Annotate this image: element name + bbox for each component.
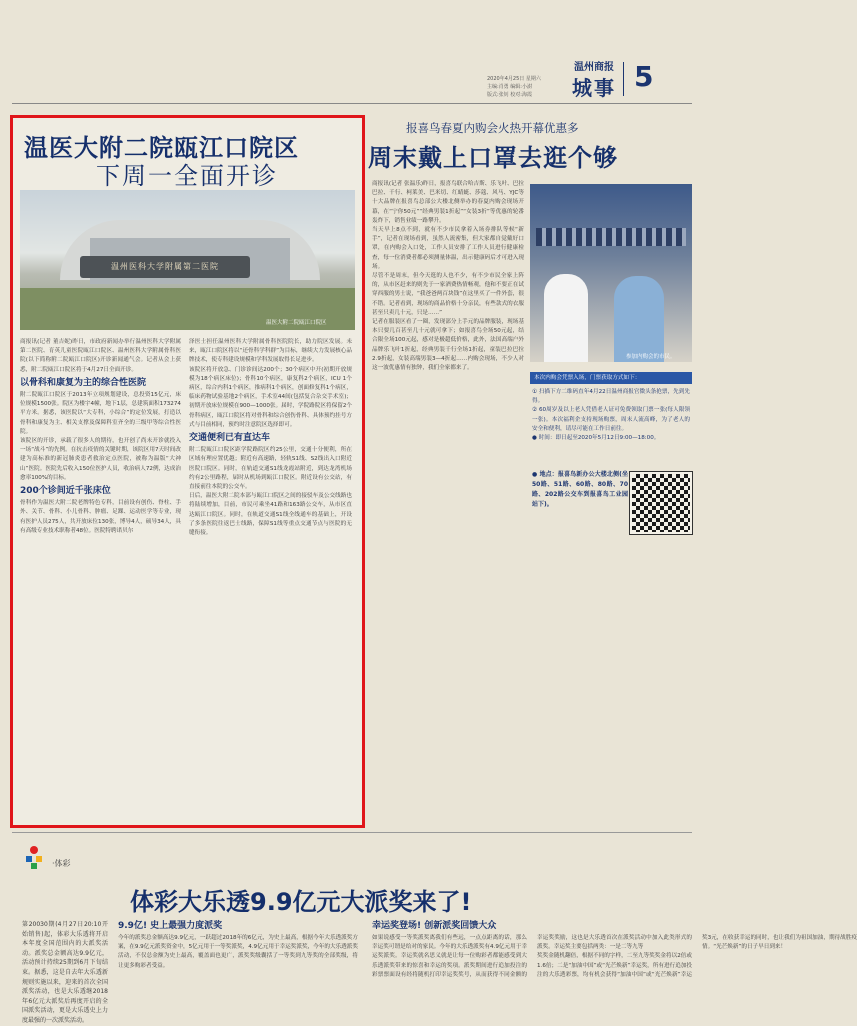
- shopper-woman: [614, 276, 664, 362]
- article1-heading-3: 交通便利已有直达车: [189, 433, 271, 444]
- promo-item-2: ② 60周岁及以上老人凭借老人证可免费领取门票一张(每人限领一张)。本次福利企支持现场购票，周末人流高峰，为了老人的安全和便利，请尽可能在工作日前往。: [532, 407, 690, 432]
- brand-name: 温州商报: [574, 62, 614, 73]
- building-sign-text: 温州医科大学附属第二医院: [111, 262, 219, 271]
- article1-para-7: 日后，温医大附二院本部与瓯江口院区之间的接驳车及公交线路也将陆续增加，目前，市民可乘坐41路和163路公交车，从市区直达瓯江口院区。同时，在轨道交通S1线全线通车的基础上，开设了多条医院往返巴士线路，保障S1线等重点交通节点与医院的无缝衔接。: [189, 493, 352, 537]
- lottery-heading-3: 幸运奖登场! 创新派奖回馈大众: [372, 921, 497, 931]
- lottery-heading-1: 9.9亿! 史上最强力度派奖: [118, 921, 223, 931]
- article1-para-3: 骨科作为温医大附二院老牌特色专科，目前设有创伤、脊柱、手外、关节、骨科、小儿骨科、肿瘤、足踝、运动医学等专业，现有医护人员275人，共开放床位130张，博导4人，硕导34人，具有高级专业技术职称者48位。医院特聘诺贝尔: [20, 500, 181, 534]
- article1-col1: [20, 338, 181, 818]
- lottery-para-3b: 奖奖金随机翻倍，根据不同的字样，二至九等奖奖金将以2倍或1.6倍；二是“加油中国”或“光芒焕新”幸运奖，所有进行追加投注的大乐透彩票，均有机会获得“加油中国”或“光芒焕新”幸运奖3元，在收获幸运的同时，也让我们为祖国加油，期待战胜疫情。“光芒焕新”的日子早日到来！: [537, 935, 857, 978]
- photo-caption: 温医大附二院瓯江口院区: [266, 320, 327, 326]
- qr-code-icon[interactable]: [630, 472, 692, 534]
- article2-lead: 商报讯(记者 张温乐)昨日，报喜鸟联合哈吉斯、乐飞叶、巴拉巴拉、千行、柯莱美、巴米切、红蜻蜓、莎蔻、风马、YJC等十大品牌在报喜鸟总部公大楼北侧举办的春夏内购会现场开幕，在“宁你50元”“经典男装1折起”“女装3折”等优惠的轮番轰炸下，销售业绩一路攀升。: [372, 181, 524, 224]
- article1-para-2: 该院区的开诊，承载了很多人的期待，也开创了尚未开诊就投入一场“战斗”的先例。在抗击疫情的关键时期，该院区用7天时间改建为高标准的新冠肺炎患者救治定点医院，被称为温版“大神山”医院。医院先后收入150位医护人员，收治病人72例，达成治愈率100%的目标。: [20, 438, 181, 481]
- article1-heading-2: 200个诊间近千张床位: [20, 486, 111, 497]
- article1-col2: [189, 338, 352, 818]
- article1-para-5: 该院区将开放急、门诊诊间达200个；30个病区中开(初期开放规模为18个病区床位)；骨科10个病区，康复科2个病区，ICU 1个病区，综合内科1个病区，推病科1个病区，创面修复科1个病区，临床药物试验基地2个病区，手术室44间(包括复合杂交手术室)；初期开放床位规模在900—1000张。届时，学院路院区将保留2个骨科病区，瓯江口院区将对骨科和综合创伤骨科、具体预约挂号方式与目前相同，预约时注意院区选择即可。: [189, 366, 352, 428]
- lottery-para-3: [372, 934, 857, 998]
- article2-title: 周末戴上口罩去逛个够: [368, 144, 618, 172]
- lottery-logo-icon: [20, 842, 48, 870]
- article1-para-1: 附二院瓯江口院区于2013年立项规划建设，总投资15亿元，床位规模1500张。院区为楼宇4幢，地下1层，总建筑面积173274平方米。据悉，该医院以“大专科，小综合”的定位发展，打造以骨科和康复为主、相关支撑及保障科室齐全的三级甲等综合性医院。: [20, 392, 181, 435]
- article2-para-3: 记者在服装区看了一圈，发现部分上手元的品牌服装，现场基本只要几百甚至几十元就可拿下；如报喜鸟全场50元起，结合限全场100元起，感对是极超低价格，此外，法国高端户外品牌乐飞叶1折起，经典男装千行全场1折起，童装巴拉巴拉2.9折起，女装高端男装3—4折起……内购会现场，不少人对这一波优惠情有独钟，我们全家都来了。: [372, 319, 524, 372]
- lottery-tag: ·体彩: [52, 859, 71, 868]
- shopping-photo: [530, 184, 692, 362]
- photo-caption-2: 参加内购会的市民。: [626, 354, 676, 360]
- proof-line: 版式:张钊 校对:海霞: [487, 92, 532, 98]
- promo-details: [532, 388, 690, 468]
- article2-para-1: 当天早上8点不到，就有不少市民拿着入场券排队等候“新手”，记者在现场看到，虽然人流密集，但大家都自觉戴好口罩，在内购会入口处，工作人员安排了工作人员进行健康检查，每一位消费者都必须测量体温，出示健康码后才可进入现场。: [372, 227, 524, 270]
- promo-banner: [530, 372, 692, 384]
- promo-place: ● 地点：报喜鸟新办公大楼北侧(坐50路、51路、60路、80路、70路、202路公交车到报喜鸟工业园站下)。: [532, 471, 628, 508]
- section-name: 城事: [572, 76, 616, 100]
- header-divider: [623, 62, 624, 96]
- shopper-man: [544, 274, 588, 362]
- article1-subtitle: 下周一全面开诊: [96, 162, 278, 190]
- page-header: [0, 0, 701, 100]
- promo-banner-text: 本次内购会凭票入场，门票获取方式如下：: [534, 375, 641, 381]
- article2-para-2: 尽管不是周末，但今天逛的人也不少，有不少市民全家上阵的，从市区赶来的则先于一家酒费热情畅观，他和不要正在试穿西服的男士说，“我爸爸两百块钱”在这里买了一件外套，很不错。记者看到，现场的商品价格十分亲民，有些款式的衣服甚至只卖几十元，只是……”: [372, 273, 524, 316]
- page-number: 5: [634, 60, 654, 93]
- article1-heading-1: 以骨科和康复为主的综合性医院: [20, 377, 147, 388]
- building-sign: [80, 256, 250, 278]
- header-rule: [12, 103, 692, 104]
- article2-col1: [372, 180, 524, 700]
- lottery-para-1: 今年的派奖总金额高达9.9亿元，一跃超过2018年的6亿元，为史上最高，根据今年大乐透派奖方案，在9.9亿元派奖资金中，5亿元用于一等奖派奖，4.9亿元用于幸运奖派奖，今年的大乐透派奖活动，不仅总金额为史上最高，覆盖面也更广，派奖奖级囊括了一等奖到九等奖的全部奖级，将让更多购彩者受益。: [118, 935, 358, 969]
- hospital-photo: [20, 190, 355, 330]
- lottery-title: 体彩大乐透9.9亿元大派奖来了!: [130, 888, 472, 916]
- section-divider: [12, 832, 692, 833]
- article1-lead: 商报讯(记者 董吉妮)昨日，市政府新闻办举行温州医科大学附属第二医院、育英儿童医院瓯江口院区、温州医科大学附属骨科医院(以下简称附二院瓯江口院区)开诊新闻通气会。记者从会上获悉，附二院瓯江口院区将于4月27日全面开诊。: [20, 339, 181, 373]
- article1-para-4: 泽医士担任温州医科大学附属骨科医院院长，助力院区发展。未来，瓯江口院区将以“还骨科学科群”为目标，继续大力发展核心品牌技术，使专科建设规模和学科发展取得长足进步。: [189, 339, 352, 364]
- editor-line: 主编:肖勇 编辑:小澍: [487, 84, 532, 90]
- promo-time: ● 时间：即日起至2020年5月12日9:00—18:00。: [532, 435, 660, 442]
- article1-title: 温医大附二院瓯江口院区: [24, 134, 299, 162]
- clothing-rack: [536, 228, 686, 246]
- lottery-para-3a: 如果说感受一等奖派奖离我们有些远，一点点距离的话，那么幸运奖可谓是给对的家民。今年的大乐透派奖有4.9亿元用于幸运奖派奖。幸运奖就名思义就是让每一位购彩者都能感受到大乐透派奖带来的惊喜和幸运的奖项。派奖期间进行追加投注的彩票票面设有经将随机打印幸运奖奖号，从而获得不同金额的幸运奖奖励，这也是大乐透首次在派奖活动中加入此类形式的派奖。幸运奖主要包括两类：一是二等九等: [372, 935, 692, 978]
- date-line: 2020年4月25日 星期六: [487, 76, 541, 82]
- lottery-sidebar: 第20030期(4月27日20:10开始销售)起，体彩大乐透将开启本年度全国范围内的大派奖活动。派奖总金额高达9.9亿元，活动预计持续25期到6月下旬结束。据悉，这是自去年大乐透新规则实施以来，迎来的首次全国派奖活动，也是大乐透继2018年6亿元大派奖后再度开启的全国派奖活动，更是大乐透史上力度最强的一次派奖活动。: [22, 921, 108, 1024]
- article2-kicker: 报喜鸟春夏内购会火热开幕优惠多: [406, 121, 579, 135]
- article1-para-6: 附二院瓯江口院区距学院路院区约25公里，交通十分便利，所在区域有理应置优越；附近有高速路，轻轨S1线、S2线出入口附近医院口院区。同时，在轨道交通S1线龙霞站附近，到达龙湾机场约有2公里路程，届时从机场到瓯江口院区。附近设有公交站，有直接前往本院的公交车。: [189, 447, 352, 491]
- promo-item-1: ① 扫描下方二维码直年4月22日温州商报官微头条抢票，先到先得。: [532, 389, 690, 405]
